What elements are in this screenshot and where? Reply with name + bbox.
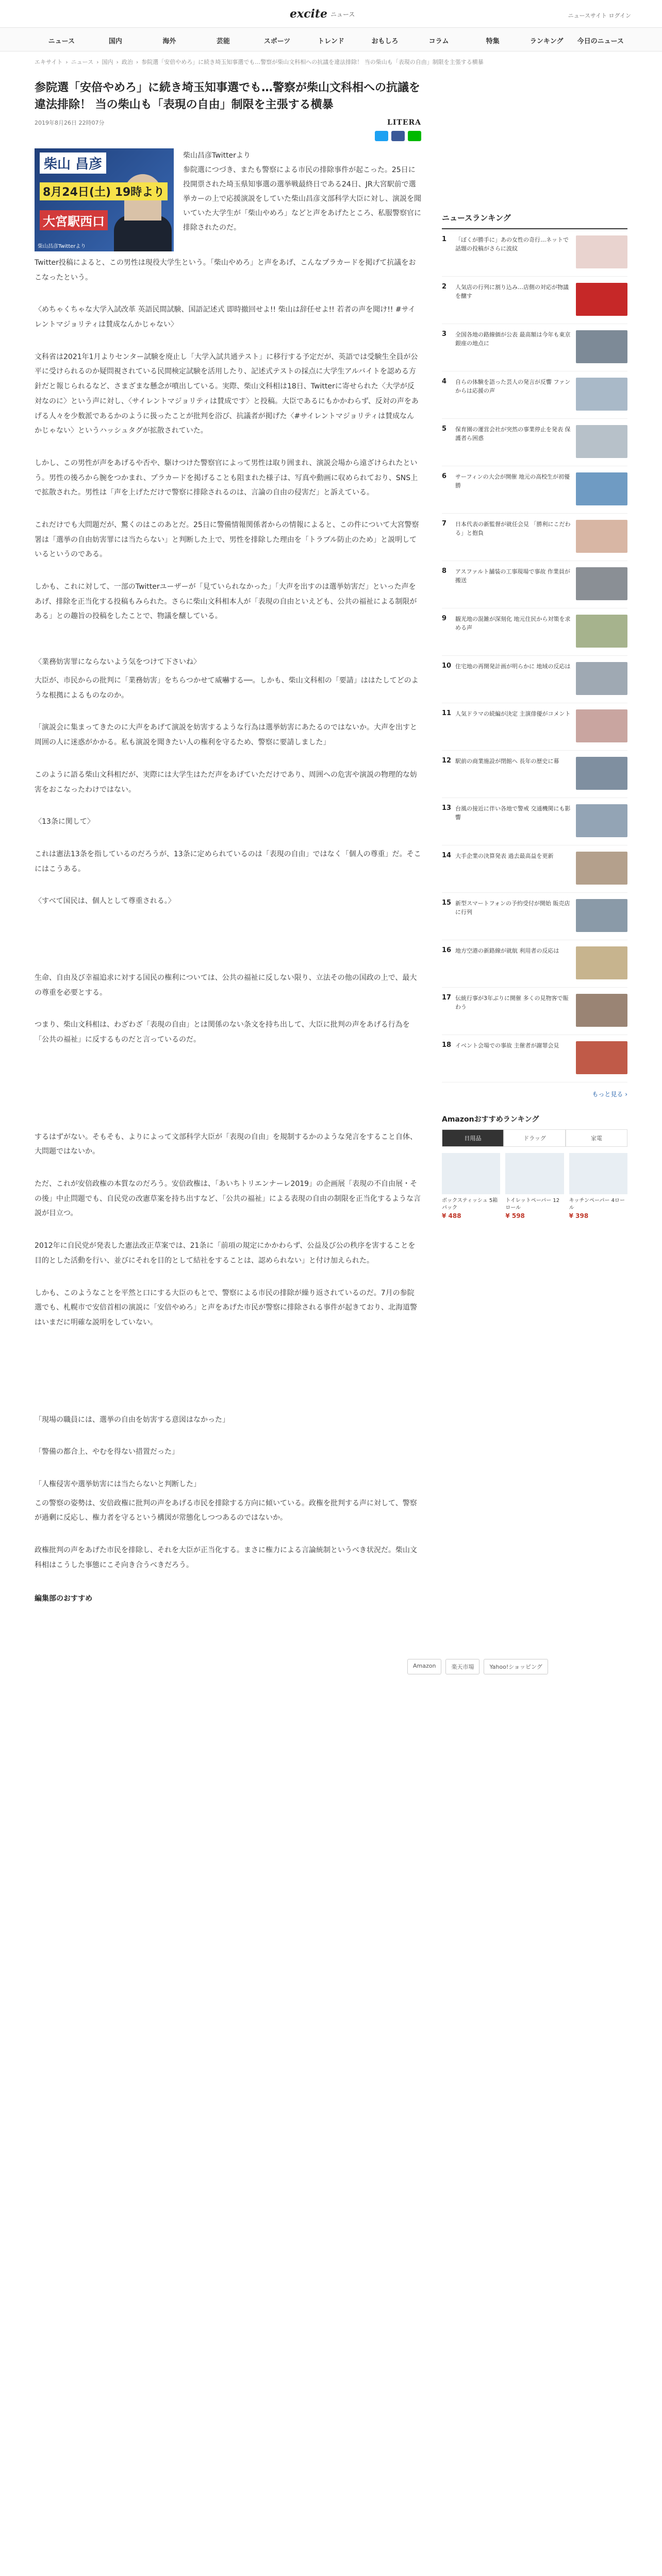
ranking-item[interactable] (442, 561, 627, 608)
product-price: ¥ 488 (442, 1212, 461, 1219)
ranking-item[interactable] (442, 656, 627, 703)
rank-headline[interactable]: 観光地の混雑が深刻化 地元住民から対策を求める声 (455, 616, 571, 632)
paragraph: 〈13条に関して〉 (35, 818, 94, 826)
rank-number: 7 (442, 520, 447, 528)
rank-headline[interactable]: 駅前の商業施設が閉館へ 長年の歴史に幕 (455, 758, 559, 765)
rank-headline[interactable]: 人気ドラマの続編が決定 主演俳優がコメント (455, 710, 571, 717)
nav-item[interactable]: スポーツ (263, 38, 291, 45)
nav-item[interactable]: ニュース (48, 38, 75, 45)
product-name[interactable]: トイレットペーパー 12ロール (505, 1198, 560, 1211)
rank-number: 18 (442, 1041, 452, 1049)
paragraph: 「演説会に集まってきたのに大声をあげて演説を妨害するような行為は選挙妨害にあたるのではないか。大声を出すと周囲の人に迷惑がかかる。私も演説を聞きたい人の権利を守るため、警察に要請しました」 (35, 723, 417, 747)
rank-thumbnail (576, 330, 627, 363)
ranking-item[interactable] (442, 845, 627, 893)
ranking-item[interactable] (442, 229, 627, 277)
paragraph: しかし、この男性が声をあげるや否や、駆けつけた警察官によって男性は取り囲まれ、演説会場から遠ざけられたという。男性の後ろから腕をつかまれ、プラカードを掲げることも阻まれた様子は、写真や動画に収められており、SNS上で拡散された。男性は「声を上げただけで警察に排除されるのは、言論の自由の侵害だ」と訴えている。 (35, 459, 418, 497)
rank-number: 8 (442, 567, 447, 575)
product-image (569, 1153, 627, 1194)
logo-sub: ニュース (330, 10, 355, 18)
ranking-item[interactable] (442, 419, 627, 466)
paragraph: このように語る柴山文科相だが、実際には大学生はただ声をあげていただけであり、周囲への危害や演説の物理的な妨害をおこなったわけではない。 (35, 770, 417, 794)
paragraph: 生命、自由及び幸福追求に対する国民の権利については、公共の福祉に反しない限り、立法その他の国政の上で、最大の尊重を必要とする。 (35, 973, 417, 997)
site-header (0, 0, 662, 28)
rank-thumbnail (576, 899, 627, 932)
rank-headline[interactable]: 保育園の運営会社が突然の事業停止を発表 保護者ら困惑 (455, 426, 571, 442)
nav-item[interactable]: 海外 (162, 38, 176, 45)
ranking-item[interactable] (442, 277, 627, 324)
ranking-item[interactable] (442, 371, 627, 419)
ranking-item[interactable] (442, 940, 627, 988)
photo-date-plate: 8月24日(土) 19時より (40, 182, 168, 200)
ranking-list (442, 229, 627, 1082)
rank-thumbnail (576, 567, 627, 600)
amazon-tabs (442, 1129, 627, 1147)
amazon-tab[interactable]: 日用品 (442, 1129, 504, 1147)
rank-headline[interactable]: 新型スマートフォンの予約受付が開始 販売店に行列 (455, 900, 570, 916)
breadcrumb-separator-icon: › (65, 59, 68, 65)
logo-mark: excite (290, 7, 328, 21)
paragraph: 「人権侵害や選挙妨害には当たらないと判断した」 (35, 1480, 201, 1488)
rank-headline[interactable]: 自らの体験を語った芸人の発言が反響 ファンからは応援の声 (455, 379, 571, 395)
rank-headline[interactable]: 住宅地の再開発計画が明らかに 地域の反応は (455, 663, 571, 670)
breadcrumb-item[interactable]: 政治 (121, 59, 133, 65)
nav-item[interactable]: 今日のニュース (577, 38, 624, 45)
photo-caption: 柴山昌彦Twitterより (38, 244, 86, 249)
rank-number: 1 (442, 235, 447, 243)
rank-number: 9 (442, 615, 447, 622)
amazon-product[interactable] (442, 1153, 500, 1221)
article-date: 2019年8月26日 22時07分 (35, 120, 105, 126)
rank-thumbnail (576, 235, 627, 268)
product-price: ¥ 598 (505, 1212, 525, 1219)
article-lead (35, 148, 421, 251)
paragraph: 〈めちゃくちゃな大学入試改革 英語民間試験、国語記述式 即時撤回せよ!! 柴山は辞任せよ!! 若者の声を聞け!! #サイレントマジョリティは賛成なんかじゃない〉 (35, 306, 416, 329)
ranking-item[interactable] (442, 466, 627, 514)
rank-number: 15 (442, 899, 452, 907)
rank-number: 5 (442, 425, 447, 433)
article-main (35, 79, 421, 1603)
amazon-title: Amazonおすすめランキング (442, 1115, 539, 1124)
amazon-product[interactable] (505, 1153, 564, 1221)
paragraph: 〈すべて国民は、個人として尊重される。〉 (35, 897, 175, 906)
rank-number: 10 (442, 662, 452, 670)
nav-item[interactable]: 芸能 (216, 38, 230, 45)
paragraph: 「警備の都合上、やむを得ない措置だった」 (35, 1448, 179, 1456)
breadcrumb-item[interactable]: 参院選「安倍やめろ」に続き埼玉知事選でも…警察が柴山文科相への抗議を違法排除！ 当の柴山も「表現の自由」制限を主張する横暴 (141, 59, 484, 65)
rank-headline[interactable]: 「ぼくが勝手に」あの女性の奇行…ネットで話題の投稿がさらに波紋 (455, 236, 569, 252)
shop-tags (407, 1659, 548, 1674)
product-price: ¥ 398 (569, 1212, 589, 1219)
share-buttons (35, 131, 421, 141)
breadcrumb-item[interactable]: エキサイト (35, 59, 63, 65)
article-meta (35, 118, 421, 127)
rank-thumbnail (576, 472, 627, 505)
paragraph: 「現場の職員には、選挙の自由を妨害する意図はなかった」 (35, 1415, 229, 1424)
rank-number: 3 (442, 330, 447, 338)
rank-thumbnail (576, 994, 627, 1027)
rank-number: 11 (442, 709, 452, 717)
rank-headline[interactable]: 日本代表の新監督が就任会見 「勝利にこだわる」と抱負 (455, 521, 571, 537)
rank-headline[interactable]: 大手企業の決算発表 過去最高益を更新 (455, 853, 554, 859)
product-name[interactable]: ボックスティッシュ 5箱パック (442, 1198, 498, 1211)
rank-thumbnail (576, 662, 627, 695)
amazon-product[interactable] (569, 1153, 627, 1221)
nav-item[interactable]: 特集 (486, 38, 500, 45)
global-nav (0, 28, 662, 52)
shop-tag[interactable]: Yahoo!ショッピング (484, 1659, 548, 1674)
nav-item[interactable]: 国内 (108, 38, 122, 45)
paragraph: 文科省は2021年1月よりセンター試験を廃止し「大学入試共通テスト」に移行する予定だが、英語では受験生全員が公平に受けられるのか疑問視されている民間検定試験を活用したり、記述式テストの採点に大学生アルバイトを認める方針だと報じられるなど、さまざまな懸念が噴出している。実際、柴山文科相は18日、Twitterに寄せられた〈大学が反対なのに〉という声に対し、〈サイレントマジョリティは賛成です〉と投稿。大臣であるにもかかわらず、反対の声をあげる人々を少数派であるかのように扱ったことが批判を浴び、抗議者が掲げた〈#サイレントマジョリティは賛成なんかじゃない〉というハッシュタグが拡散されていた。 (35, 352, 419, 435)
article-body-5 (35, 1496, 421, 1573)
ranking-item[interactable] (442, 798, 627, 845)
nav-item[interactable]: おもしろ (371, 38, 399, 45)
nav-item[interactable]: コラム (428, 38, 449, 45)
breadcrumb-item[interactable]: ニュース (71, 59, 94, 65)
rank-thumbnail (576, 378, 627, 411)
article-body-4 (35, 1130, 421, 1330)
paragraph: つまり、柴山文科相は、わざわざ「表現の自由」とは関係のない条文を持ち出して、大臣に批判の声をあげる行為を「公共の福祉」に反するものだと言っているのだ。 (35, 1021, 410, 1044)
article-body (35, 256, 421, 624)
article-body-3 (35, 971, 421, 1047)
quote-intro: 〈業務妨害罪にならないよう気をつけて下さいね〉 (35, 658, 201, 667)
article-body-2 (35, 673, 421, 909)
paragraph: 2012年に自民党が発表した憲法改正草案では、21条に「前項の規定にかかわらず、公益及び公の秩序を害することを目的とした活動を行い、並びにそれを目的として結社をすることは、認められない」と付け加えられた。 (35, 1242, 416, 1265)
ranking-item[interactable] (442, 988, 627, 1035)
rank-number: 16 (442, 946, 452, 954)
rank-number: 17 (442, 994, 452, 1002)
rank-thumbnail (576, 757, 627, 790)
ranking-item[interactable] (442, 514, 627, 561)
facebook-share-icon[interactable] (391, 131, 405, 141)
rank-thumbnail (576, 615, 627, 648)
paragraph: Twitter投稿によると、この男性は現役大学生という。「柴山やめろ」と声をあげ、こんなプラカードを掲げて抗議をおこなったという。 (35, 259, 416, 282)
breadcrumb-separator-icon: › (96, 59, 99, 65)
lead-text: 柴山昌彦Twitterより 参院選につづき、またも警察による市民の排除事件が起こった。25日に投開票された埼玉県知事選の選挙戦最終日である24日、JR大宮駅前で選挙カーの上で応援演説をしていた柴山昌彦文部科学大臣に対し、演説を聞いていた大学生が「柴山やめろ」などと声をあげたところ、私服警察官に排除されたのだ。 (183, 151, 421, 232)
article-photo (35, 148, 174, 251)
photo-place-plate: 大宮駅西口 (40, 210, 108, 230)
breadcrumb-separator-icon: › (136, 59, 139, 65)
rank-number: 13 (442, 804, 452, 812)
rank-thumbnail (576, 852, 627, 885)
source-logo[interactable]: LITERA (387, 118, 421, 127)
ranking-item[interactable] (442, 608, 627, 656)
rank-headline[interactable]: アスファルト舗装の工事現場で事故 作業員が搬送 (455, 568, 570, 584)
line-share-icon[interactable] (408, 131, 421, 141)
ranking-more-link[interactable]: もっと見る › (592, 1091, 627, 1098)
paragraph: 政権批判の声をあげた市民を排除し、それを大臣が正当化する。まさに権力による言論統制というべき状況だ。柴山文科相はこうした事態にこそ向き合うべきだろう。 (35, 1546, 417, 1569)
paragraph: 大臣が、市民からの批判に「業務妨害」をちらつかせて威嚇する──。しかも、柴山文科相の「要請」ははたしてどのような根拠によるものなのか。 (35, 676, 419, 700)
rank-thumbnail (576, 283, 627, 316)
ranking-item[interactable] (442, 893, 627, 940)
photo-suit (114, 215, 172, 251)
ranking-item[interactable] (442, 703, 627, 751)
rank-thumbnail (576, 709, 627, 742)
rank-number: 12 (442, 757, 452, 765)
paragraph: これだけでも大問題だが、驚くのはこのあとだ。25日に警備情報関係者からの情報によると、この件について大宮警察署は「選挙の自由妨害罪には当たらない」と判断した上で、男性を排除した理由を「トラブル防止のため」と説明しているというのである。 (35, 520, 419, 559)
editor-pick-title: 編集部のおすすめ (35, 1595, 93, 1603)
amazon-items (442, 1153, 627, 1221)
ranking-title: ニュースランキング (442, 208, 627, 229)
photo-name-plate: 柴山 昌彦 (40, 152, 106, 174)
amazon-tab[interactable]: ドラッグ (504, 1129, 566, 1147)
rank-number: 2 (442, 283, 447, 291)
article-quotes (35, 1413, 421, 1492)
paragraph: ただ、これが安倍政権の本質なのだろう。安倍政権は、「あいちトリエンナーレ2019」の企画展「表現の不自由展・その後」中止問題でも、自民党の改憲草案を持ち出すなど、「公共の福祉」による表現の自由の制限を正当化するような言説が目立つ。 (35, 1180, 421, 1218)
rank-headline[interactable]: 台風の接近に伴い各地で警戒 交通機関にも影響 (455, 805, 571, 821)
ranking-item[interactable] (442, 751, 627, 798)
ranking-item[interactable] (442, 1035, 627, 1082)
paragraph: この警察の姿勢は、安倍政権に批判の声をあげる市民を排除する方向に傾いている。政権を批判する声に対して、警察が過剰に反応し、権力者を守るという構図が常態化しつつあるのではないか。 (35, 1499, 417, 1522)
product-image (442, 1153, 500, 1194)
rank-headline[interactable]: 全国各地の路線価が公表 最高額は今年も東京銀座の地点に (455, 331, 571, 347)
nav-item[interactable]: トレンド (318, 38, 344, 45)
article-title: 参院選「安倍やめろ」に続き埼玉知事選でも…警察が柴山文科相への抗議を違法排除！ 当の柴山も「表現の自由」制限を主張する横暴 (35, 81, 421, 111)
paragraph: これは憲法13条を指しているのだろうが、13条に定められているのは「表現の自由」ではなく「個人の尊重」だ。そこにはこうある。 (35, 850, 421, 873)
nav-item[interactable]: ランキング (529, 38, 564, 45)
sidebar (442, 79, 627, 1221)
rank-headline[interactable]: 地方空港の新路線が就航 利用者の反応は (455, 947, 559, 954)
rank-thumbnail (576, 425, 627, 458)
rank-headline[interactable]: サーフィンの大会が開催 地元の高校生が初優勝 (455, 473, 570, 489)
rank-thumbnail (576, 946, 627, 979)
rank-number: 14 (442, 852, 452, 859)
shop-tag[interactable]: 楽天市場 (445, 1659, 479, 1674)
product-name[interactable]: キッチンペーパー 4ロール (569, 1198, 625, 1211)
rank-thumbnail (576, 1041, 627, 1074)
breadcrumb-item[interactable]: 国内 (102, 59, 113, 65)
product-image (505, 1153, 564, 1194)
twitter-share-icon[interactable] (375, 131, 388, 141)
paragraph: するはずがない。そもそも、よりによって文部科学大臣が「表現の自由」を規制するかのような発言をすること自体、大問題ではないか。 (35, 1132, 417, 1156)
amazon-tab[interactable]: 家電 (566, 1129, 627, 1147)
rank-headline[interactable]: イベント会場での事故 主催者が謝罪会見 (455, 1042, 559, 1049)
rank-number: 6 (442, 472, 447, 480)
shop-tag[interactable]: Amazon (407, 1659, 441, 1674)
breadcrumb (35, 58, 627, 66)
rank-thumbnail (576, 804, 627, 837)
rank-headline[interactable]: 人気店の行列に割り込み…店側の対応が物議を醸す (455, 284, 569, 300)
top-links[interactable]: ニュースサイト ログイン (568, 12, 631, 19)
rank-thumbnail (576, 520, 627, 553)
paragraph: しかも、これに対して、一部のTwitterユーザーが「見ていられなかった」「大声を出すのは選挙妨害だ」といった声をあげ、排除を正当化する投稿もみられた。さらに柴山文科相本人が「表現の自由といえども、公共の福祉による制限がある」との趣旨の投稿をしたことで、物議を醸している。 (35, 583, 417, 621)
breadcrumb-separator-icon: › (116, 59, 119, 65)
rank-number: 4 (442, 378, 447, 385)
ranking-item[interactable] (442, 324, 627, 371)
site-logo[interactable] (290, 7, 377, 21)
rank-headline[interactable]: 伝統行事が3年ぶりに開催 多くの見物客で賑わう (455, 995, 569, 1011)
paragraph: しかも、このようなことを平然と口にする大臣のもとで、警察による市民の排除が繰り返されているのだ。7月の参院選でも、札幌市で安倍首相の演説に「安倍やめろ」と声をあげた市民が警察に排除される事件が起きており、北海道警はいまだに明確な説明をしていない。 (35, 1289, 417, 1327)
